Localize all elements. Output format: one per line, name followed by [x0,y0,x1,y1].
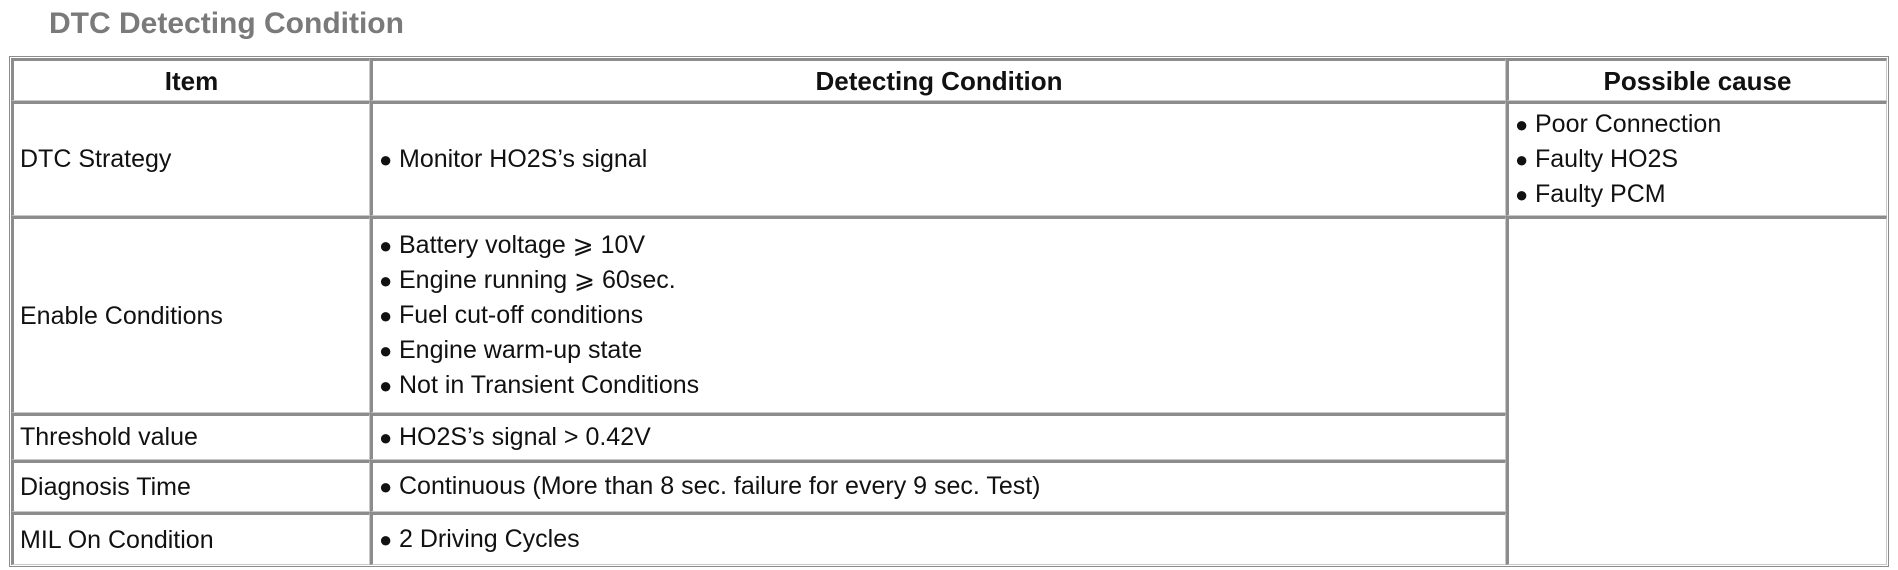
cell-condition [370,216,1506,413]
dtc-condition-table [11,58,1887,565]
list-item: ● 2 Driving Cycles [379,522,1499,557]
list-item: ● Fuel cut-off conditions [379,298,1499,333]
condition-list [379,420,1499,455]
cell-condition [370,460,1506,513]
bullet-icon: ● [1515,111,1529,137]
cell-item: MIL On Condition [11,512,370,565]
cell-item: Enable Conditions [11,216,370,413]
list-item: ● Engine running ⩾ 60sec. [379,263,1499,298]
bullet-icon: ● [379,424,393,450]
list-item: ● Faulty PCM [1515,177,1880,212]
list-item: ● Engine warm-up state [379,333,1499,368]
table-row [11,101,1887,216]
condition-list [379,522,1499,557]
header-possible-cause: Possible cause [1506,58,1887,101]
cause-list [1515,107,1880,212]
bullet-icon: ● [379,527,393,553]
cell-item: DTC Strategy [11,101,370,216]
condition-list [379,228,1499,403]
cell-item: Diagnosis Time [11,460,370,513]
cell-condition [370,413,1506,459]
cell-condition [370,512,1506,565]
list-item: ● HO2S’s signal > 0.42V [379,420,1499,455]
table-row [11,216,1887,413]
header-detecting-condition: Detecting Condition [370,58,1506,101]
bullet-icon: ● [1515,181,1529,207]
cell-condition [370,101,1506,216]
list-item: ● Not in Transient Conditions [379,368,1499,403]
page-title: DTC Detecting Condition [49,7,404,40]
bullet-icon: ● [379,474,393,500]
cell-possible-cause [1506,101,1887,216]
bullet-icon: ● [379,338,393,364]
bullet-icon: ● [379,146,393,172]
list-item: ● Continuous (More than 8 sec. failure for every 9 sec. Test) [379,469,1499,504]
bullet-icon: ● [379,233,393,259]
table-header-row [11,58,1887,101]
bullet-icon: ● [379,373,393,399]
condition-list [379,469,1499,504]
list-item: ● Monitor HO2S’s signal [379,142,1499,177]
bullet-icon: ● [379,303,393,329]
list-item: ● Battery voltage ⩾ 10V [379,228,1499,263]
bullet-icon: ● [379,268,393,294]
bullet-icon: ● [1515,146,1529,172]
list-item: ● Poor Connection [1515,107,1880,142]
header-item: Item [11,58,370,101]
cell-possible-cause-empty [1506,216,1887,565]
list-item: ● Faulty HO2S [1515,142,1880,177]
condition-list [379,142,1499,177]
cell-item: Threshold value [11,413,370,459]
